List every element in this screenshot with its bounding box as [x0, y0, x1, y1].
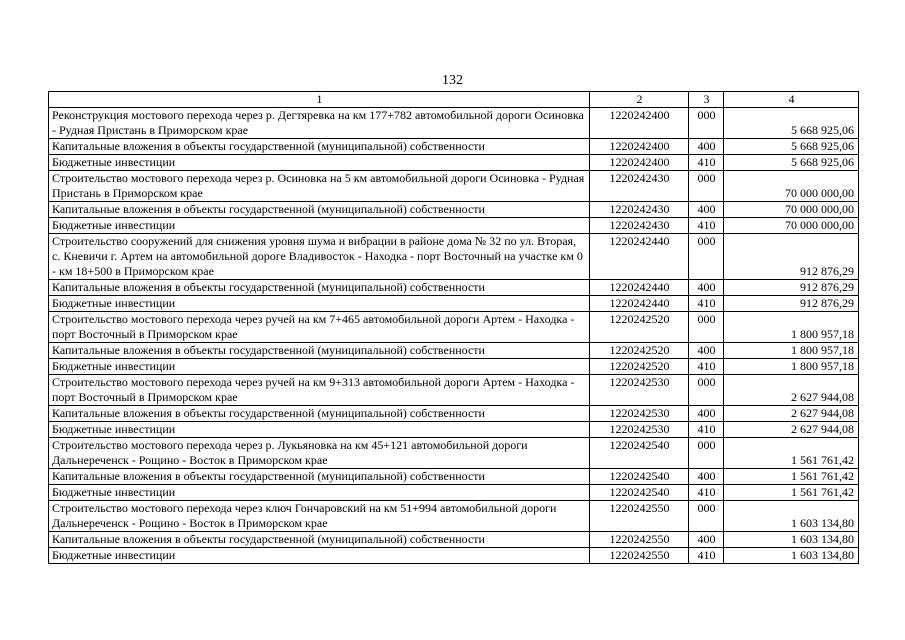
row-name-cell: Строительство мостового перехода через ручей на км 9+313 автомобильной дороги Артем - Находка - порт Восточный в Приморском крае	[49, 375, 590, 406]
row-name-cell: Бюджетные инвестиции	[49, 359, 590, 375]
table-row	[49, 171, 859, 202]
row-code-cell: 1220242430	[590, 202, 689, 218]
row-group-cell: 000	[689, 108, 724, 139]
row-code-cell: 1220242400	[590, 155, 689, 171]
row-amount-cell: 70 000 000,00	[724, 218, 859, 234]
table-row	[49, 139, 859, 155]
table-row	[49, 406, 859, 422]
table-row	[49, 312, 859, 343]
row-amount-cell: 5 668 925,06	[724, 139, 859, 155]
table-row	[49, 375, 859, 406]
row-code-cell: 1220242540	[590, 485, 689, 501]
row-amount-cell: 1 603 134,80	[724, 548, 859, 564]
row-code-cell: 1220242530	[590, 422, 689, 438]
table-row	[49, 422, 859, 438]
row-group-cell: 400	[689, 202, 724, 218]
row-amount-cell: 2 627 944,08	[724, 375, 859, 406]
row-group-cell: 410	[689, 485, 724, 501]
row-code-cell: 1220242430	[590, 171, 689, 202]
row-amount-cell: 1 561 761,42	[724, 485, 859, 501]
table-row	[49, 359, 859, 375]
table-row	[49, 202, 859, 218]
row-name-cell: Капитальные вложения в объекты государственной (муниципальной) собственности	[49, 469, 590, 485]
page-number: 132	[442, 73, 463, 88]
row-amount-cell: 1 561 761,42	[724, 469, 859, 485]
row-name-cell: Бюджетные инвестиции	[49, 155, 590, 171]
row-name-cell: Капитальные вложения в объекты государственной (муниципальной) собственности	[49, 343, 590, 359]
row-group-cell: 410	[689, 155, 724, 171]
row-amount-cell: 1 561 761,42	[724, 438, 859, 469]
row-amount-cell: 1 800 957,18	[724, 359, 859, 375]
row-amount-cell: 2 627 944,08	[724, 406, 859, 422]
table-row	[49, 108, 859, 139]
row-name-cell: Бюджетные инвестиции	[49, 218, 590, 234]
row-group-cell: 410	[689, 422, 724, 438]
row-group-cell: 410	[689, 548, 724, 564]
table-header-row	[49, 92, 859, 108]
row-code-cell: 1220242540	[590, 469, 689, 485]
row-code-cell: 1220242540	[590, 438, 689, 469]
row-group-cell: 410	[689, 218, 724, 234]
table-row	[49, 280, 859, 296]
row-amount-cell: 1 603 134,80	[724, 532, 859, 548]
row-amount-cell: 1 603 134,80	[724, 501, 859, 532]
row-amount-cell: 5 668 925,06	[724, 108, 859, 139]
row-code-cell: 1220242550	[590, 548, 689, 564]
table-row	[49, 155, 859, 171]
row-code-cell: 1220242440	[590, 234, 689, 280]
row-name-cell: Бюджетные инвестиции	[49, 422, 590, 438]
row-code-cell: 1220242440	[590, 296, 689, 312]
table-row	[49, 501, 859, 532]
row-group-cell: 400	[689, 469, 724, 485]
row-amount-cell: 1 800 957,18	[724, 343, 859, 359]
row-amount-cell: 5 668 925,06	[724, 155, 859, 171]
row-code-cell: 1220242530	[590, 406, 689, 422]
row-name-cell: Строительство мостового перехода через р. Лукьяновка на км 45+121 автомобильной дороги Дальнереченск - Рощино - Восток в Приморском крае	[49, 438, 590, 469]
budget-table	[48, 91, 859, 564]
row-code-cell: 1220242430	[590, 218, 689, 234]
row-name-cell: Капитальные вложения в объекты государственной (муниципальной) собственности	[49, 139, 590, 155]
row-code-cell: 1220242550	[590, 532, 689, 548]
row-group-cell: 000	[689, 234, 724, 280]
header-cell-name: 1	[49, 92, 590, 108]
row-name-cell: Строительство мостового перехода через р. Осиновка на 5 км автомобильной дороги Осиновка - Рудная Пристань в Приморском крае	[49, 171, 590, 202]
row-amount-cell: 912 876,29	[724, 234, 859, 280]
table-row	[49, 438, 859, 469]
header-cell-group: 3	[689, 92, 724, 108]
row-name-cell: Капитальные вложения в объекты государственной (муниципальной) собственности	[49, 406, 590, 422]
table-row	[49, 218, 859, 234]
row-code-cell: 1220242530	[590, 375, 689, 406]
row-amount-cell: 912 876,29	[724, 296, 859, 312]
row-group-cell: 400	[689, 532, 724, 548]
row-name-cell: Бюджетные инвестиции	[49, 548, 590, 564]
row-name-cell: Строительство мостового перехода через ключ Гончаровский на км 51+994 автомобильной дороги Дальнереченск - Рощино - Восток в Приморском крае	[49, 501, 590, 532]
row-name-cell: Бюджетные инвестиции	[49, 296, 590, 312]
row-amount-cell: 70 000 000,00	[724, 202, 859, 218]
row-group-cell: 000	[689, 375, 724, 406]
row-name-cell: Бюджетные инвестиции	[49, 485, 590, 501]
table-row	[49, 485, 859, 501]
row-code-cell: 1220242400	[590, 108, 689, 139]
row-name-cell: Реконструкция мостового перехода через р. Дегтяревка на км 177+782 автомобильной дороги Осиновка - Рудная Пристань в Приморском крае	[49, 108, 590, 139]
row-group-cell: 000	[689, 312, 724, 343]
row-group-cell: 410	[689, 296, 724, 312]
row-group-cell: 000	[689, 501, 724, 532]
row-name-cell: Капитальные вложения в объекты государственной (муниципальной) собственности	[49, 202, 590, 218]
header-cell-code: 2	[590, 92, 689, 108]
header-cell-amount: 4	[724, 92, 859, 108]
row-amount-cell: 70 000 000,00	[724, 171, 859, 202]
row-amount-cell: 2 627 944,08	[724, 422, 859, 438]
table-row	[49, 296, 859, 312]
row-group-cell: 400	[689, 280, 724, 296]
table-row	[49, 469, 859, 485]
row-code-cell: 1220242440	[590, 280, 689, 296]
row-name-cell: Капитальные вложения в объекты государственной (муниципальной) собственности	[49, 280, 590, 296]
table-row	[49, 548, 859, 564]
row-group-cell: 400	[689, 406, 724, 422]
row-name-cell: Капитальные вложения в объекты государственной (муниципальной) собственности	[49, 532, 590, 548]
row-amount-cell: 1 800 957,18	[724, 312, 859, 343]
row-group-cell: 410	[689, 359, 724, 375]
row-code-cell: 1220242400	[590, 139, 689, 155]
table-row	[49, 234, 859, 280]
row-group-cell: 400	[689, 343, 724, 359]
row-code-cell: 1220242550	[590, 501, 689, 532]
row-code-cell: 1220242520	[590, 312, 689, 343]
row-name-cell: Строительство сооружений для снижения уровня шума и вибрации в районе дома № 32 по ул. Вторая, с. Кневичи г. Артем на автомобильной дороге Владивосток - Находка - порт Восточный на участке км 0 - км 18+500 в Приморском крае	[49, 234, 590, 280]
row-group-cell: 000	[689, 438, 724, 469]
table-row	[49, 532, 859, 548]
row-name-cell: Строительство мостового перехода через ручей на км 7+465 автомобильной дороги Артем - Находка - порт Восточный в Приморском крае	[49, 312, 590, 343]
row-group-cell: 000	[689, 171, 724, 202]
row-code-cell: 1220242520	[590, 359, 689, 375]
table-row	[49, 343, 859, 359]
row-amount-cell: 912 876,29	[724, 280, 859, 296]
row-code-cell: 1220242520	[590, 343, 689, 359]
row-group-cell: 400	[689, 139, 724, 155]
